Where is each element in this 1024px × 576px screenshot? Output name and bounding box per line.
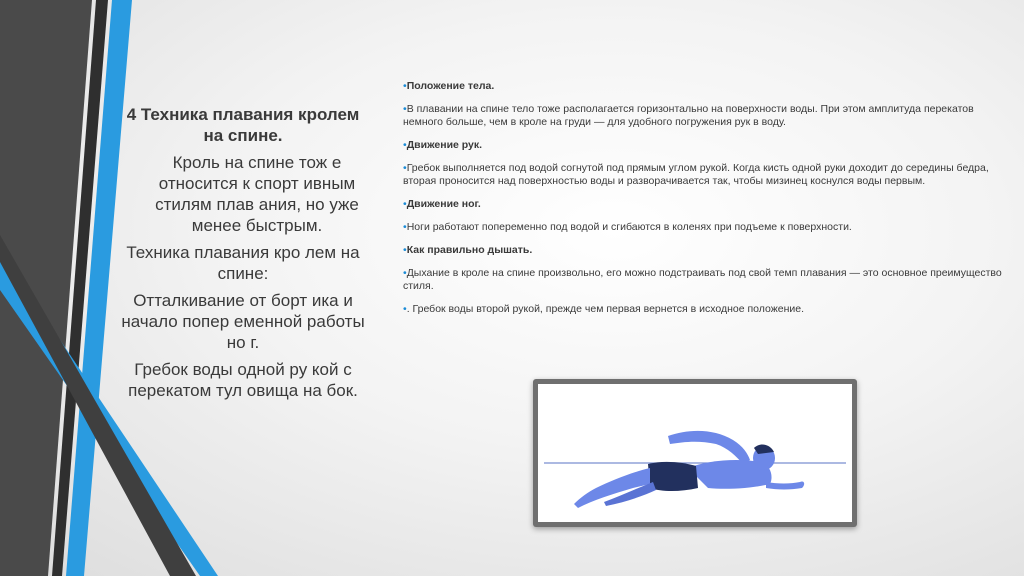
right-text-block — [403, 80, 1003, 326]
bullet: • — [403, 303, 407, 315]
list-item — [403, 267, 1003, 293]
list-item — [403, 244, 1003, 257]
bullet: • — [403, 103, 407, 115]
slide-title-text: 4 Техника плавания кролем на спине. — [126, 105, 360, 145]
bullet: • — [403, 162, 407, 174]
bullet: • — [403, 198, 407, 210]
left-paragraph-1: Кроль на спине тож е относится к спорт ивным стилям плав ания, но уже менее быстрым. — [155, 153, 359, 235]
list-item — [403, 198, 1003, 211]
swimmer-illustration — [538, 384, 852, 522]
item-text: Дыхание в кроле на спине произвольно, его можно подстраивать под свой темп плавания — это основное преимущество стиля. — [403, 267, 1002, 292]
list-item — [403, 103, 1003, 129]
slide-title — [118, 104, 368, 146]
swimmer-shorts — [648, 462, 698, 491]
list-item — [403, 162, 1003, 188]
list-item — [403, 221, 1003, 234]
left-text-block — [118, 104, 368, 407]
bullet: • — [403, 139, 407, 151]
list-item — [403, 303, 1003, 316]
item-text: Положение тела. — [406, 80, 495, 92]
swimmer-image — [538, 384, 852, 522]
item-text: Как правильно дышать. — [406, 244, 533, 256]
bullet: • — [403, 267, 407, 279]
left-paragraph-2: Техника плавания кро лем на спине: — [126, 243, 360, 283]
swimmer-image-frame — [533, 379, 857, 527]
item-text: В плавании на спине тело тоже располагается горизонтально на поверхности воды. При этом амплитуда перекатов немного больше, чем в кроле на груди — для удобного погружения рук в воду. — [403, 103, 974, 128]
left-paragraph-3: Отталкивание от борт ика и начало попер еменной работы но г. — [121, 291, 365, 352]
item-text: Движение ног. — [406, 198, 481, 210]
swimmer-forward-arm — [766, 481, 804, 489]
list-item — [403, 139, 1003, 152]
swimmer-arm — [668, 431, 750, 464]
bullet: • — [403, 244, 407, 256]
item-text: Движение рук. — [406, 139, 483, 151]
item-text: . Гребок воды второй рукой, прежде чем первая вернется в исходное положение. — [406, 303, 805, 315]
item-text: Ноги работают попеременно под водой и сгибаются в коленях при подъеме к поверхности. — [406, 221, 852, 233]
list-item — [403, 80, 1003, 93]
bullet: • — [403, 221, 407, 233]
left-paragraph-4: Гребок воды одной ру кой с перекатом тул овища на бок. — [128, 360, 358, 400]
bullet: • — [403, 80, 407, 92]
item-text: Гребок выполняется под водой согнутой под прямым углом рукой. Когда кисть одной руки доходит до середины бедра, вторая проносится над поверхностью воды и разворачивается так, чтобы мизинец коснулся воды первым. — [403, 162, 989, 187]
